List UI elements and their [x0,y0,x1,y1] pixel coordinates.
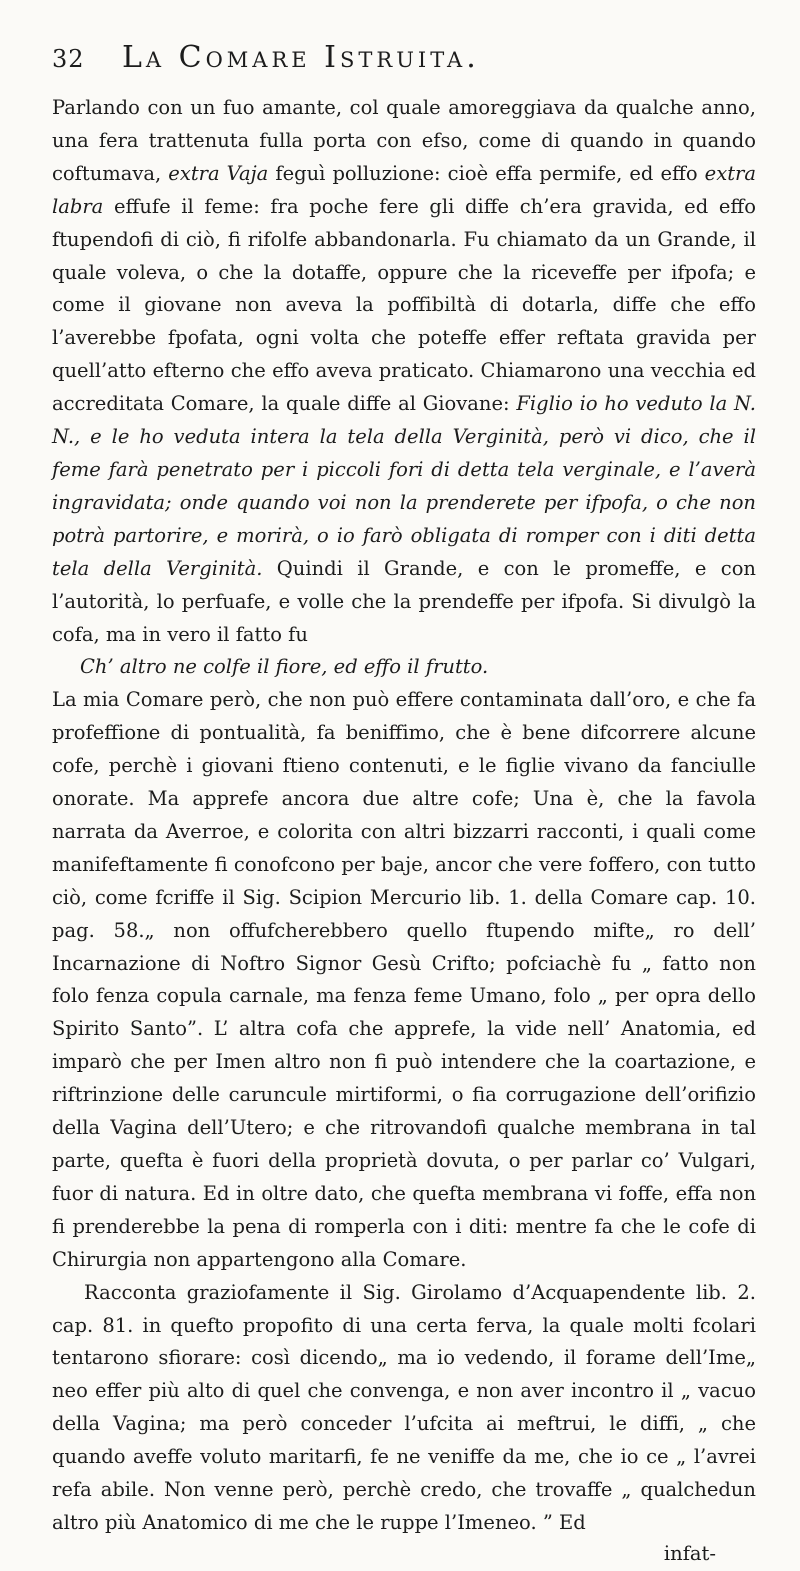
italic-run: extra Vaja [168,161,269,185]
paragraph: La mia Comare però, che non può effere contaminata dall’oro, e che fa profeffione di pontualità, fa beniffimo, che è bene difcorrere alcune cofe, perchè i giovani ftieno contenuti, e le figlie vivano da fanciulle onorate. Ma apprefe ancora due altre cofe; Una è, che la favola narrata da Averroe, e colorita con altri bizzarri racconti, i quali come manifeftamente fi conofcono per baje, ancor che vere foffero, con tutto ciò, come fcriffe il Sig. Scipion Mercurio lib. 1. della Comare cap. 10. pag. 58.„ non offufcherebbero quello ftupendo mifte„ ro dell’ Incarnazione di Noftro Signor Gesù Crifto; pofciachè fu „ fatto non folo fenza copula carnale, ma fenza feme Umano, folo „ per opra dello Spirito Santo”. L’ altra cofa che apprefe, la vide nell’ Anatomia, ed imparò che per Imen altro non fi può intendere che la coartazione, e riftrinzione delle caruncule mirtiformi, o fia corrugazione dell’orifizio della Vagina dell’Utero; e che ritrovandofi qualche membrana in tal parte, quefta è fuori della proprietà dovuta, o per parlar co’ Vulgari, fuor di natura. Ed in oltre dato, che quefta membrana vi foffe, effa non fi prenderebbe la pena di romperla con i diti: mentre fa che le cofe di Chirurgia non appartengono alla Comare. [52,688,756,1271]
page-number: 32 [52,45,85,73]
italic-run: Ch’ altro ne colfe il fiore, ed effo il frutto. [80,655,489,679]
italic-run: Figlio io ho veduto la N. N., e le ho veduta intera la tela della Verginità, però vi dico, che il feme farà penetrato per i piccoli fori di detta tela verginale, e l’averà ingravidata; onde quando voi non la prenderete per ifpofa, o che non potrà partorire, e morirà, o io farò obligata di romper con i diti detta tela della Verginità. [52,392,756,580]
paragraph: Racconta graziofamente il Sig. Girolamo d’Acquapendente lib. 2. cap. 81. in quefto propofito di una certa ferva, la quale molti fcolari tentarono sfiorare: così dicendo„ ma io vedendo, il forame dell’Ime„ neo effer più alto di quel che convenga, e non aver incontro il „ vacuo della Vagina; ma però conceder l’ufcita ai meftrui, le diffi, „ che quando aveffe voluto maritarfi, fe ne veniffe da me, che io ce „ l’avrei refa abile. Non venne però, perchè credo, che trovaffe „ qualchedun altro più Anatomico di me che le ruppe l’Imeneo. ” Ed [52,1280,756,1534]
paragraph: Parlando con un fuo amante, col quale amoreggiava da qualche anno, una fera trattenuta fulla porta con efso, come di quando in quando coftumava, extra Vaja feguì polluzione: cioè effa permife, ed effo extra labra effufe il feme: fra poche fere gli diffe ch’era gravida, ed effo ftupendofi di ciò, fi rifolfe abbandonarla. Fu chiamato da un Grande, il quale voleva, o che la dotaffe, oppure che la riceveffe per ifpofa; e come il giovane non aveva la poffibiltà di dotarla, diffe che effo l’averebbe fpofata, ogni volta che poteffe effer reftata gravida per quell’atto efterno che effo aveva praticato. Chiamarono una vecchia ed accreditata Comare, la quale diffe al Giovane: Figlio io ho veduto la N. N., e le ho veduta intera la tela della Verginità, però vi dico, che il feme farà penetrato per i piccoli fori di detta tela verginale, e l’averà ingravidata; onde quando voi non la prenderete per ifpofa, o che non potrà partorire, e morirà, o io farò obligata di romper con i diti detta tela della Verginità. Quindi il Grande, e con le promeffe, e con l’autorità, lo perfuafe, e volle che la prendeffe per ifpofa. Si divulgò la cofa, ma in vero il fatto fu [52,96,756,646]
running-head [52,40,756,84]
catchword: infat- [663,1541,716,1565]
running-title: La Comare Istruita. [122,40,480,75]
italic-run: extra labra [52,161,756,218]
body-text [52,92,756,1540]
verse-line [52,651,756,684]
